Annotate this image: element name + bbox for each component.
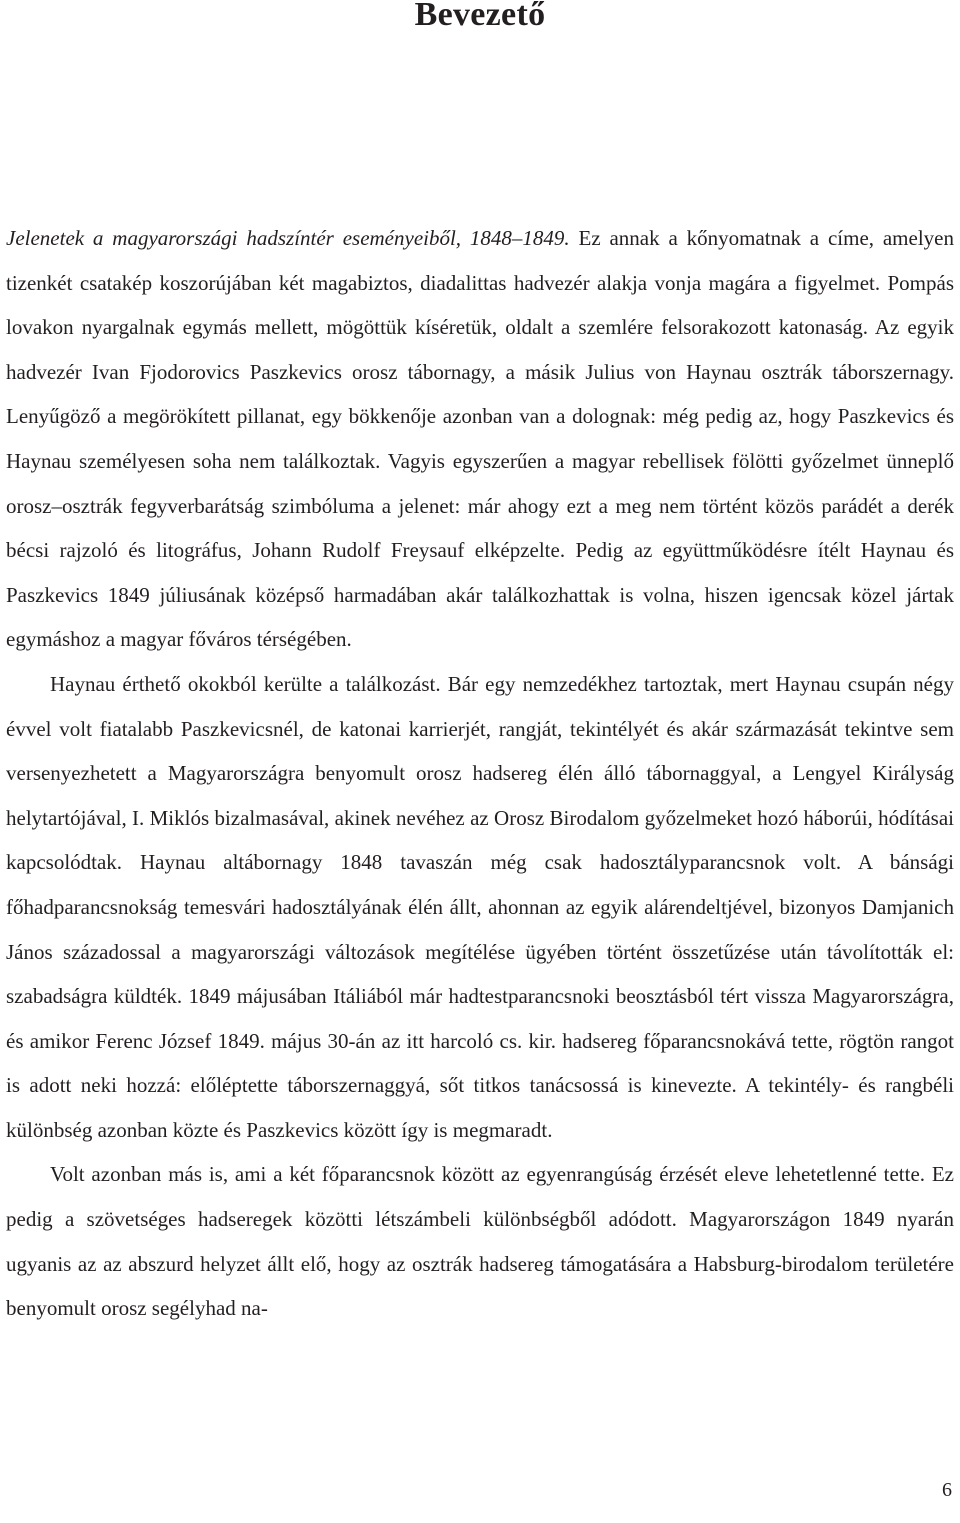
paragraph-2: Haynau érthető okokból kerülte a találkozást. Bár egy nemzedékhez tartoztak, mert Haynau csupán négy évvel volt fiatalabb Paszkevicsnél, de katonai karrierjét, rangját, tekintélyét és akár származását tekintve sem versenyezhetett a Magyarországra benyomult orosz hadsereg élén álló tábornaggyal, a Lengyel Királyság helytartójával, I. Miklós bizalmasával, akinek nevéhez az Orosz Birodalom győzelmeket hozó háborúi, hódításai kapcsolódtak. Haynau altábornagy 1848 tavaszán még csak hadosztályparancsnok volt. A bánsági főhadparancsnokság temesvári hadosztályának élén állt, ahonnan az egyik alárendeltjével, bizonyos Damjanich János századossal a magyarországi változások megítélése ügyében történt összetűzése után távolították el: szabadságra küldték. 1849 májusában Itáliából már hadtestparancsnoki beosztásból tért vissza Magyarországra, és amikor Ferenc József 1849. május 30-án az itt harcoló cs. kir. hadsereg főparancsnokává tette, rögtön rangot is adott neki hozzá: előléptette táborszernaggyá, sőt titkos tanácsossá is kinevezte. A tekintély- és rangbéli különbség azonban közte és Paszkevics között így is megmaradt. <box>6 671 954 1142</box>
paragraph-3: Volt azonban más is, ami a két főparancsnok között az egyenrangúság érzését eleve lehetetlenné tette. Ez pedig a szövetséges hadseregek közötti létszámbeli különbségből adódott. Magyarországon 1849 nyarán ugyanis az az abszurd helyzet állt elő, hogy az osztrák hadsereg támogatására a Habsburg-birodalom területére benyomult orosz segélyhad na- <box>6 1162 954 1321</box>
page-title: Bevezető <box>414 0 546 33</box>
paragraph-1-text: Ez annak a kőnyomatnak a címe, amelyen tizenkét csatakép koszorújában két magabiztos, diadalittas hadvezér alakja vonja magára a figyelmet. Pompás lovakon nyargalnak egymás mellett, mögöttük kíséretük, oldalt a szemlére felsorakozott katonaság. Az egyik hadvezér Ivan Fjodorovics Paszkevics orosz tábornagy, a másik Julius von Haynau osztrák táborszernagy. Lenyűgöző a megörökített pillanat, egy bökkenője azonban van a dolognak: még pedig az, hogy Paszkevics és Haynau személyesen soha nem találkoztak. Vagyis egyszerűen a magyar rebellisek fölötti győzelmet ünneplő orosz–osztrák fegyverbarátság szimbóluma a jelenet: már ahogy ezt a meg nem történt közös parádét a derék bécsi rajzoló és litográfus, Johann Rudolf Freysauf elképzelte. Pedig az együttműködésre ítélt Haynau és Paszkevics 1849 júliusának középső harmadában akár találkozhattak is volna, hiszen igencsak közel jártak egymáshoz a magyar főváros térségében. <box>6 226 954 652</box>
body-text <box>6 216 954 1331</box>
paragraph-1 <box>6 216 954 662</box>
page-number: 6 <box>942 1479 952 1501</box>
paragraph-1-italic-lead: Jelenetek a magyarországi hadszíntér eseményeiből, 1848–1849. <box>6 226 570 250</box>
